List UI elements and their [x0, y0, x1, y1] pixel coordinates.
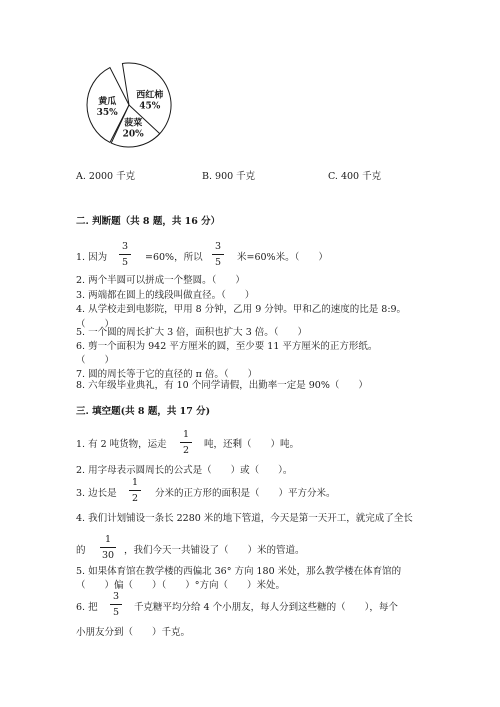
s3-question-6-line2: 小朋友分到（ ）千克。: [76, 627, 191, 638]
s3-q6-num: 3: [112, 591, 120, 602]
s2-question-2: 2. 两个半圆可以拼成一个整圆。（ ）: [76, 275, 245, 286]
s3-q3-num: 1: [131, 477, 139, 488]
s2-question-7: 7. 圆的周长等于它的直径的 π 倍。（ ）: [76, 369, 258, 380]
s2-question-6: 6. 剪一个面积为 942 平方厘米的圆，至少要 11 平方厘米的正方形纸。: [76, 341, 378, 352]
s3-q1-fraction: [180, 428, 192, 457]
option-b[interactable]: B. 900 千克: [202, 171, 256, 182]
s3-question-5: 5. 如果体育馆在教学楼的西偏北 36° 方向 180 米处，那么教学楼在体育馆的: [76, 566, 402, 577]
s3-question-4: 4. 我们计划铺设一条长 2280 米的地下管道，今天是第一天开工，就完成了全长: [76, 513, 413, 524]
s2-q1-pre: 1. 因为: [76, 252, 108, 263]
s2-question-5: 5. 一个圆的周长扩大 3 倍，面积也扩大 3 倍。（ ）: [76, 327, 308, 338]
s2-question-4-answer: （ ）: [76, 319, 115, 330]
pie-slice-label-3: 菠菜: [124, 118, 143, 129]
s2-q1-frac1-num: 3: [121, 241, 129, 252]
s3-q4-post: ，我们今天一共铺设了（ ）米的管道。: [124, 545, 305, 556]
s3-q4-pre: 的: [76, 545, 86, 556]
pie-slice-label-2: 西红柿: [136, 90, 164, 101]
s2-q1-frac2-den: 5: [214, 257, 222, 268]
s3-question-5-line2: （ ）偏（ ）（ ）°方向（ ）米处。: [76, 580, 286, 591]
s3-q4-fraction: [100, 533, 116, 562]
s3-q1-den: 2: [182, 445, 190, 456]
s2-q1-fraction-2: [212, 240, 224, 269]
s2-q1-mid: =60%，所以: [145, 252, 203, 263]
option-c[interactable]: C. 400 千克: [328, 171, 382, 182]
s2-question-8: 8. 六年级毕业典礼，有 10 个同学请假，出勤率一定是 90%（ ）: [76, 380, 368, 391]
pie-slice-percent-2: 45%: [139, 101, 161, 112]
pie-slice-percent-1: 35%: [96, 108, 118, 118]
s3-question-2: 2. 用字母表示圆周长的公式是（ ）或（ ）。: [76, 465, 293, 476]
option-a[interactable]: A. 2000 千克: [76, 171, 136, 182]
s3-q4-num: 1: [104, 534, 112, 545]
s3-q6-pre: 6. 把: [76, 602, 98, 613]
s2-question-6-answer: （ ）: [76, 355, 115, 366]
s2-q1-frac1-den: 5: [121, 257, 129, 268]
s2-question-4: 4. 从学校走到电影院，甲用 8 分钟，乙用 9 分钟。甲和乙的速度的比是 8:9。: [76, 304, 407, 315]
s3-q3-post: 分米的正方形的面积是（ ）平方分米。: [155, 488, 336, 499]
s3-q1-post: 吨，还剩（ ）吨。: [204, 439, 300, 450]
s2-q1-post: 米=60%米。（ ）: [237, 252, 328, 263]
section3-title: 三. 填空题(共 8 题，共 17 分): [76, 406, 211, 417]
s3-q1-num: 1: [182, 429, 190, 440]
pie-slice-label-1: 黄瓜: [98, 97, 117, 107]
s3-q4-den: 30: [101, 550, 115, 561]
s2-question-3: 3. 两端都在圆上的线段叫做直径。（ ）: [76, 290, 255, 301]
s3-q6-fraction: [110, 590, 122, 619]
s3-q3-den: 2: [131, 493, 139, 504]
s2-q1-fraction-1: [119, 240, 131, 269]
s3-q3-pre: 3. 边长是: [76, 488, 117, 499]
s2-q1-frac2-num: 3: [214, 241, 222, 252]
s3-q1-pre: 1. 有 2 吨货物，运走: [76, 439, 167, 450]
pie-chart: [74, 50, 184, 160]
s3-q6-post: 千克糖平均分给 4 个小朋友，每人分到这些糖的（ ），每个: [134, 602, 398, 613]
section2-title: 二. 判断题（共 8 题，共 16 分）: [76, 216, 221, 227]
s3-q6-den: 5: [112, 607, 120, 618]
s3-q3-fraction: [129, 476, 141, 505]
pie-slice-percent-3: 20%: [122, 129, 144, 140]
